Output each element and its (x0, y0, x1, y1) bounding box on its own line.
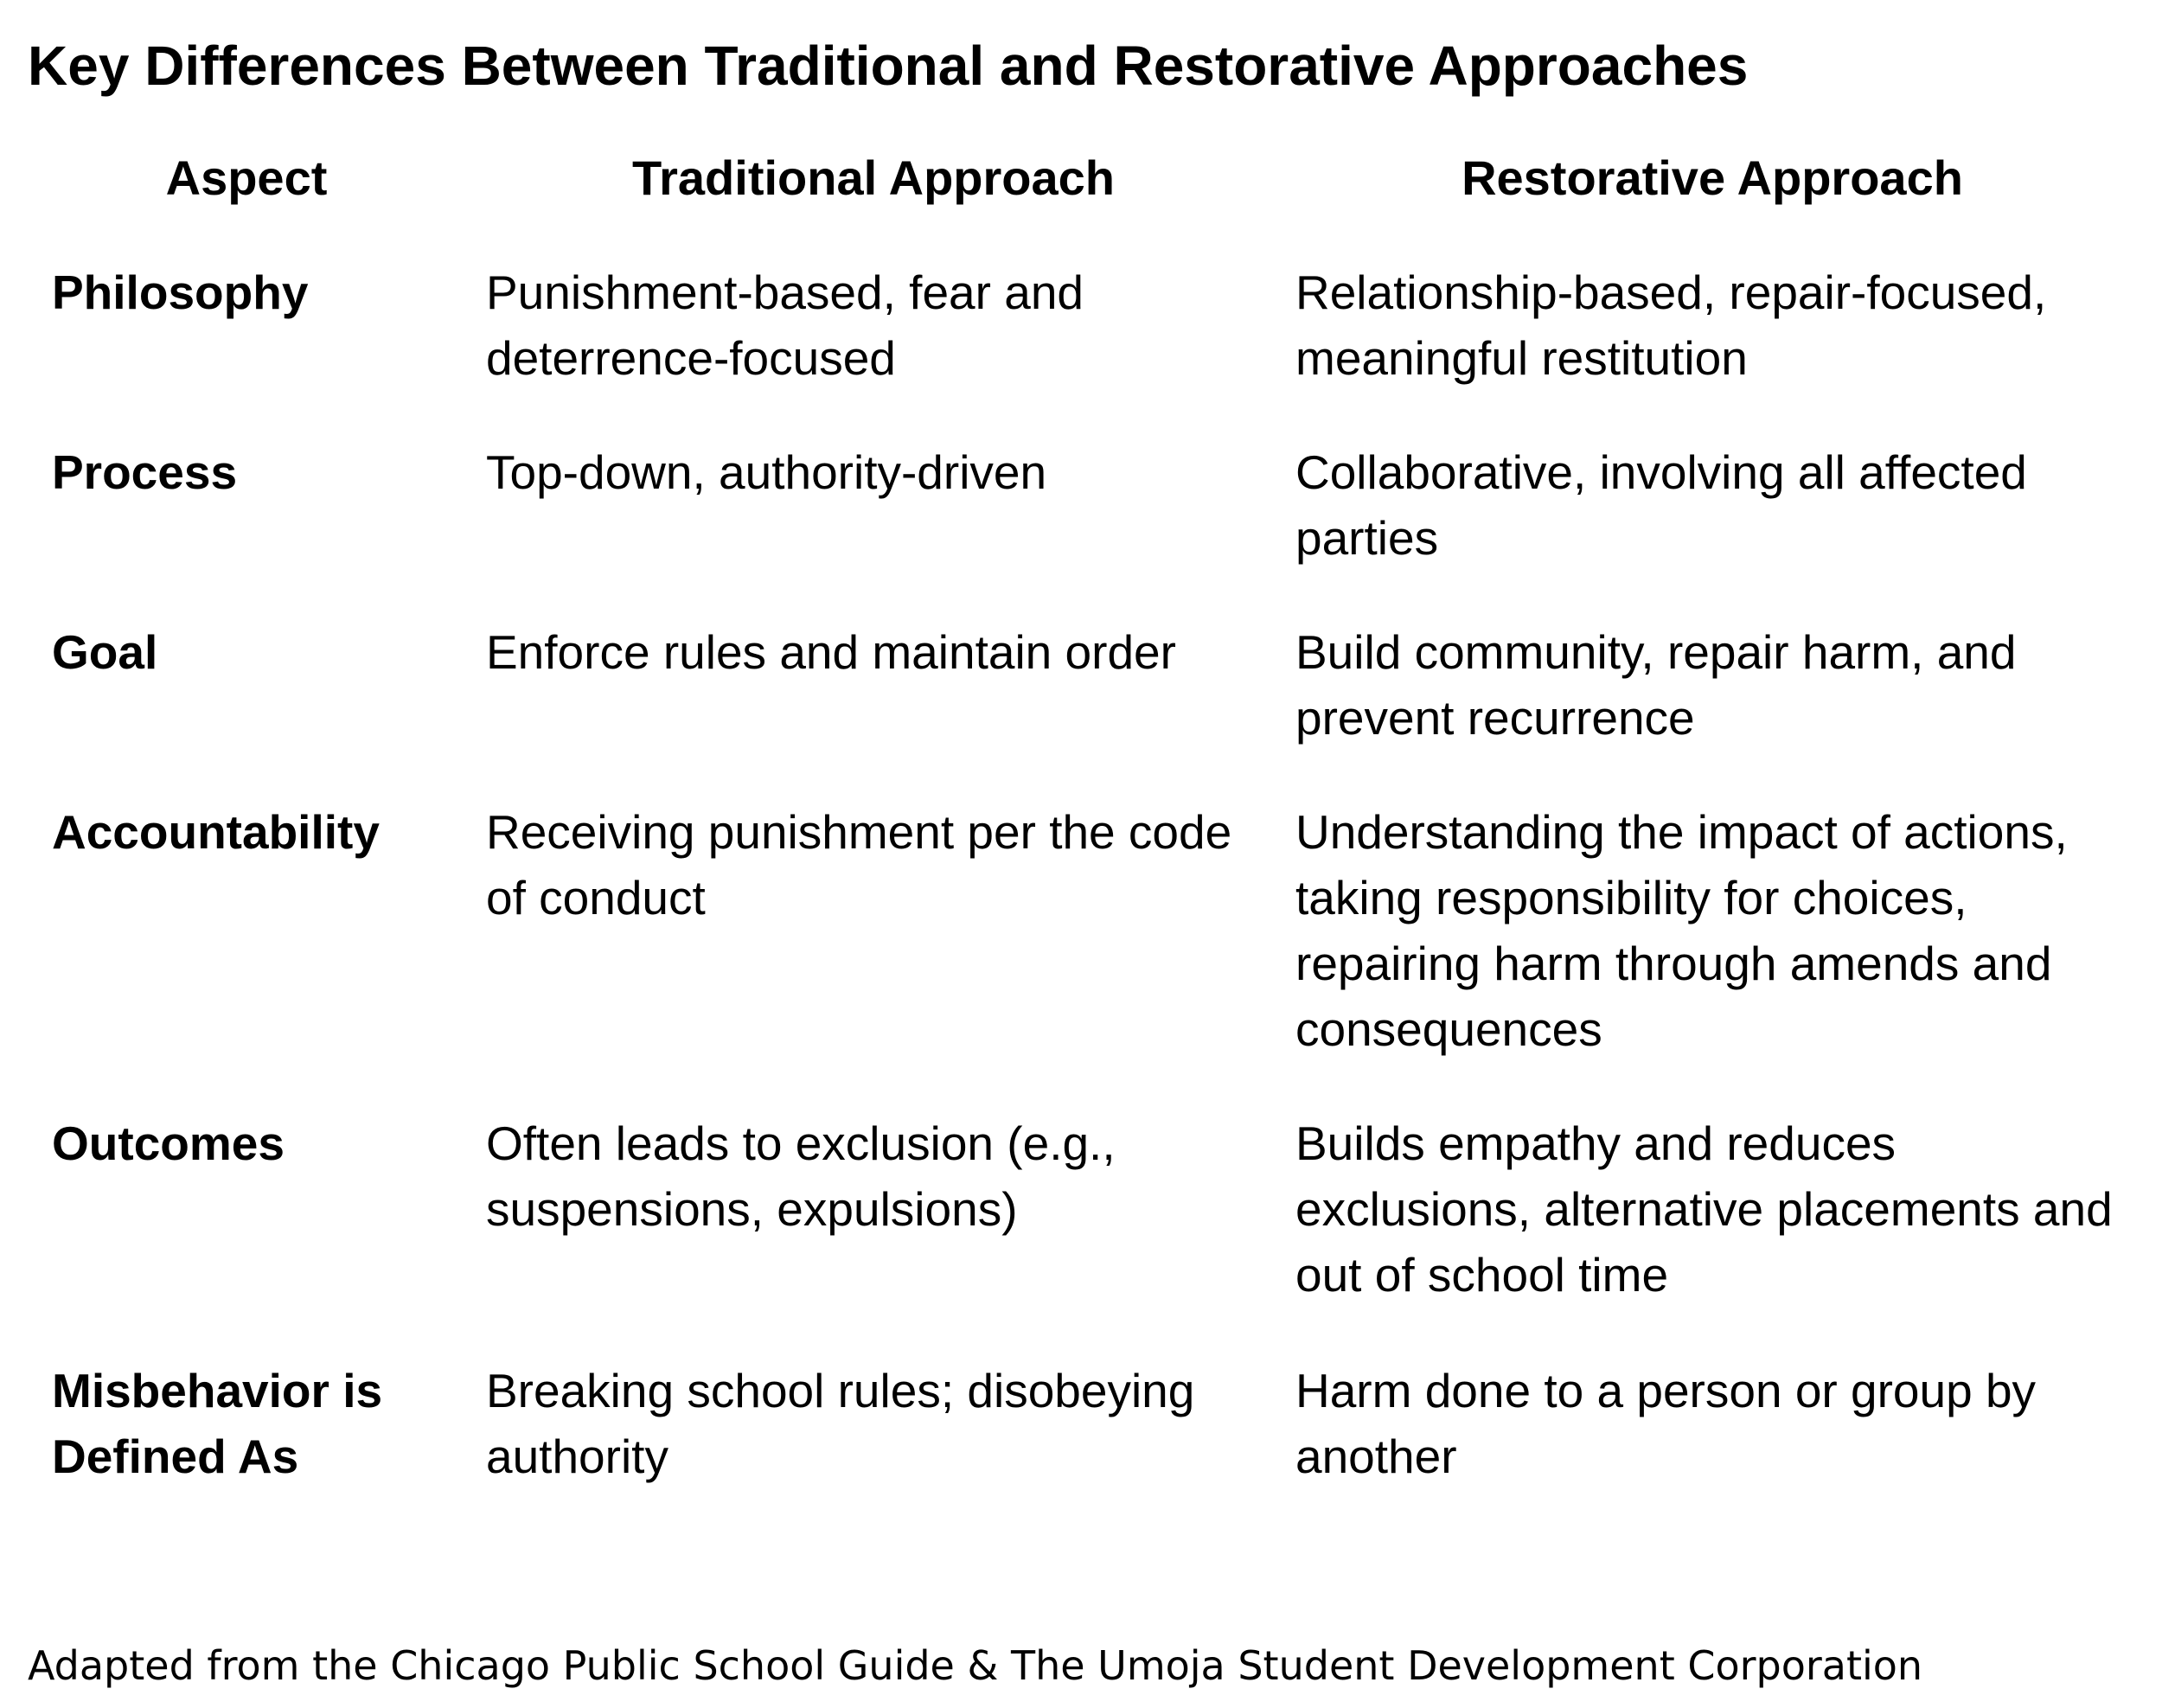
row-aspect-label: Process (52, 445, 238, 499)
row-aspect-label: Philosophy (52, 265, 309, 319)
page-title: Key Differences Between Traditional and Restorative Approaches (28, 35, 1749, 97)
row-traditional-cell: Breaking school rules; disobeying authority (486, 1364, 1195, 1483)
comparison-table (0, 138, 2162, 1483)
row-restorative-cell: Relationship-based, repair-focused, meaningful restitution (1295, 265, 2047, 385)
row-traditional-cell: Punishment-based, fear and deterrence-focused (486, 265, 1084, 385)
row-aspect-label: Goal (52, 625, 158, 679)
row-restorative-cell: Build community, repair harm, and prevent recurrence (1295, 625, 2017, 745)
row-traditional-cell: Top-down, authority-driven (486, 445, 1047, 499)
row-traditional-cell: Often leads to exclusion (e.g., suspensions, expulsions) (486, 1116, 1116, 1236)
row-traditional-cell: Enforce rules and maintain order (486, 625, 1176, 679)
row-aspect-label: Accountability (52, 805, 380, 859)
column-header-aspect: Aspect (165, 150, 328, 205)
column-header-restorative: Restorative Approach (1462, 150, 1963, 205)
column-header-traditional: Traditional Approach (632, 150, 1115, 205)
row-restorative-cell: Understanding the impact of actions, taking responsibility for choices, repairing harm through amends and consequences (1295, 805, 2068, 1056)
row-restorative-cell: Collaborative, involving all affected parties (1295, 445, 2027, 565)
row-aspect-label: Outcomes (52, 1116, 285, 1170)
source-attribution: Adapted from the Chicago Public School Guide & The Umoja Student Development Corporation (28, 1642, 1923, 1689)
row-restorative-cell: Harm done to a person or group by another (1295, 1364, 2037, 1483)
table-header-row (0, 138, 2162, 233)
row-traditional-cell: Receiving punishment per the code of conduct (486, 805, 1232, 924)
row-aspect-label: Misbehavior is Defined As (52, 1364, 383, 1483)
row-restorative-cell: Builds empathy and reduces exclusions, alternative placements and out of school time (1295, 1116, 2113, 1302)
